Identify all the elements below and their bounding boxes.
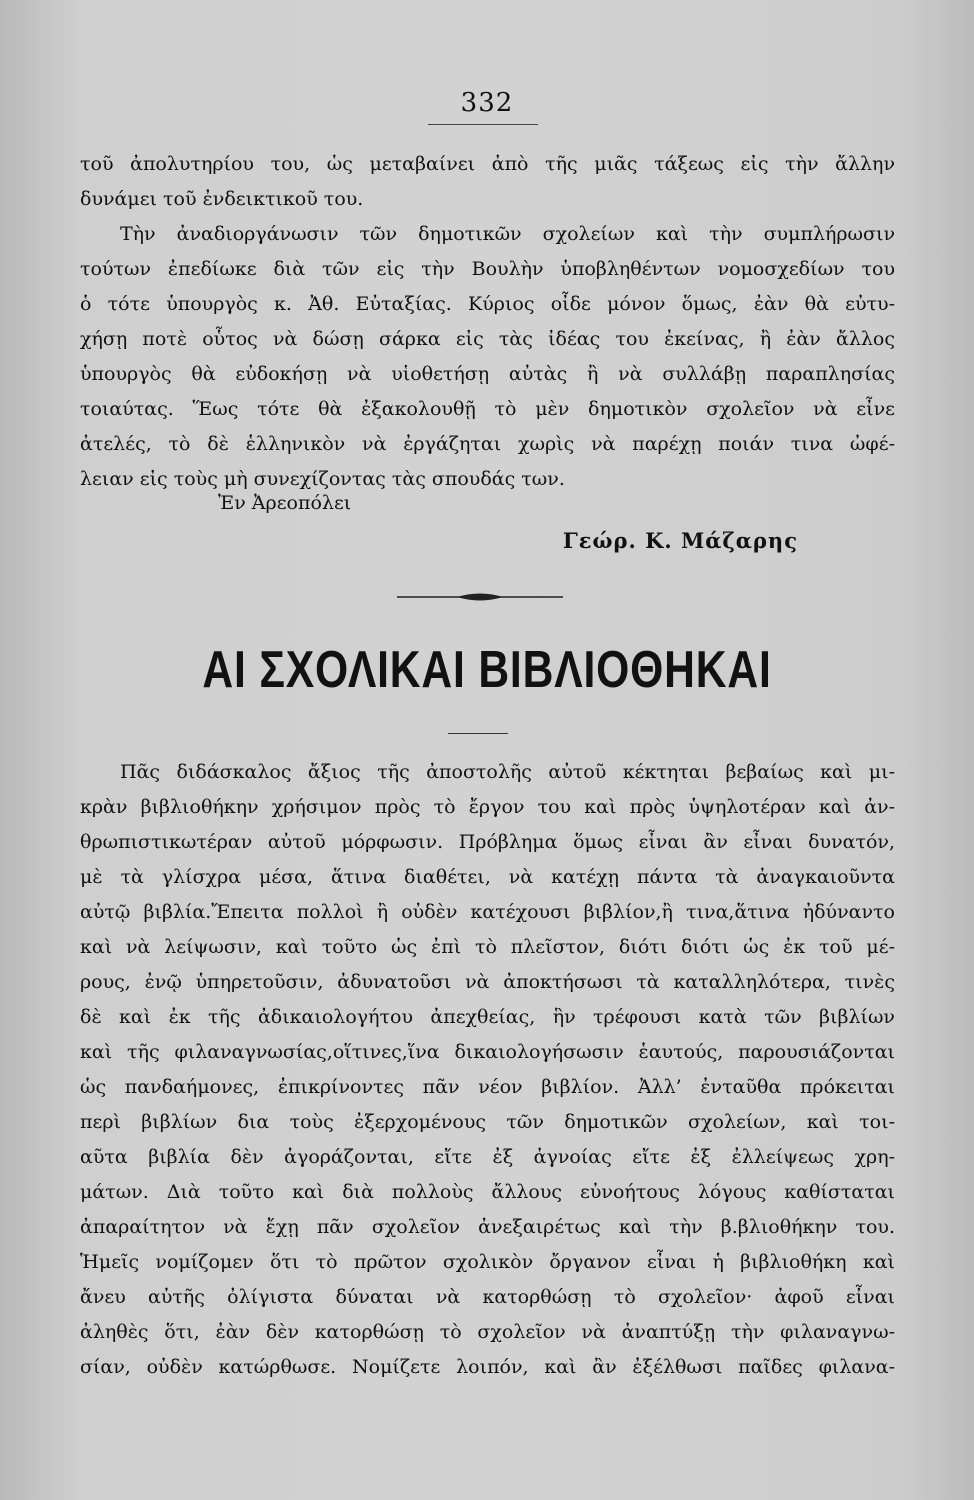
text-line: δὲ καὶ ἐκ τῆς ἀδικαιολογήτου ἀπεχθείας, ἣν τρέφουσι κατὰ τῶν βιβλίων <box>80 1006 895 1028</box>
text-line: τούτων ἐπεδίωκε διὰ τῶν εἰς τὴν Βουλὴν ὑποβληθέντων νομοσχεδίων του <box>80 258 895 280</box>
text-line: ρους, ἐνῷ ὑπηρετοῦσιν, ἀδυνατοῦσι νὰ ἀποκτήσωσι τὰ καταλληλότερα, τινὲς <box>80 971 895 993</box>
text-line: αῦτα βιβλία δὲν ἀγοράζονται, εἴτε ἐξ ἀγνοίας εἴτε ἐξ ἐλλείψεως χρη- <box>80 1146 895 1168</box>
text-line: καὶ τῆς φιλαναγνωσίας,οἵτινες,ἵνα δικαιολογήσωσιν ἑαυτούς, παρουσιάζονται <box>80 1041 895 1063</box>
text-line: τοῦ ἀπολυτηρίου του, ὡς μεταβαίνει ἀπὸ τῆς μιᾶς τάξεως εἰς τὴν ἄλλην <box>80 153 895 175</box>
page-number: 332 <box>460 88 514 118</box>
text-line: δυνάμει τοῦ ἐνδεικτικοῦ του. <box>80 188 364 210</box>
text-line: Πᾶς διδάσκαλος ἄξιος τῆς ἀποστολῆς αὐτοῦ κέκτηται βεβαίως καὶ μι- <box>120 761 895 783</box>
section-divider-ornament <box>395 590 565 604</box>
page-number-rule <box>428 124 538 125</box>
text-line: ἄνευ αὐτῆς ὀλίγιστα δύναται νὰ κατορθώσῃ τὸ σχολεῖον· ἀφοῦ εἶναι <box>80 1286 895 1308</box>
text-line: ἀληθὲς ὅτι, ἐὰν δὲν κατορθώσῃ τὸ σχολεῖον νὰ ἀναπτύξῃ τὴν φιλαναγνω- <box>80 1321 895 1343</box>
text-line: μὲ τὰ γλίσχρα μέσα, ἅτινα διαθέτει, νὰ κατέχῃ πάντα τὰ ἀναγκαιοῦντα <box>80 866 895 888</box>
text-line: τοιαύτας. Ἕως τότε θὰ ἐξακολουθῇ τὸ μὲν δημοτικὸν σχολεῖον νὰ εἶνε <box>80 398 895 420</box>
text-line: αὐτῷ βιβλία.Ἔπειτα πολλοὶ ἢ οὐδὲν κατέχουσι βιβλίον,ἢ τινα,ἅτινα ἠδύναντο <box>80 901 895 923</box>
text-line: μάτων. Διὰ τοῦτο καὶ διὰ πολλοὺς ἄλλους εὐνοήτους λόγους καθίσταται <box>80 1181 895 1203</box>
text-line: καὶ νὰ λείψωσιν, καὶ τοῦτο ὡς ἐπὶ τὸ πλεῖστον, διότι διότι ὡς ἐκ τοῦ μέ- <box>80 936 895 958</box>
text-line: θρωπιστικωτέραν αὐτοῦ μόρφωσιν. Πρόβλημα ὅμως εἶναι ἂν εἶναι δυνατόν, <box>80 831 895 853</box>
text-line: χήσῃ ποτὲ οὗτος νὰ δώσῃ σάρκα εἰς τὰς ἰδέας του ἐκείνας, ἢ ἐὰν ἄλλος <box>80 328 895 350</box>
article-title: ΑΙ ΣΧΟΛΙΚΑΙ ΒΙΒΛΙΟΘΗΚΑΙ <box>202 641 772 699</box>
title-rule <box>448 733 508 734</box>
text-line: σίαν, οὐδὲν κατώρθωσε. Νομίζετε λοιπόν, καὶ ἂν ἐξέλθωσι παῖδες φιλανα- <box>80 1356 895 1378</box>
text-line: κρὰν βιβλιοθήκην χρήσιμον πρὸς τὸ ἔργον του καὶ πρὸς ὑψηλοτέραν καὶ ἀν- <box>80 796 895 818</box>
author-signature: Γεώρ. Κ. Μάζαρης <box>562 528 798 553</box>
text-line: ἀπαραίτητον νὰ ἔχῃ πᾶν σχολεῖον ἀνεξαιρέτως καὶ τὴν β.βλιοθήκην του. <box>80 1216 895 1238</box>
text-line: περὶ βιβλίων δια τοὺς ἐξερχομένους τῶν δημοτικῶν σχολείων, καὶ τοι- <box>80 1111 895 1133</box>
article-body <box>80 758 895 1388</box>
text-line: Ἡμεῖς νομίζομεν ὅτι τὸ πρῶτον σχολικὸν ὄργανον εἶναι ἡ βιβλιοθήκη καὶ <box>80 1251 895 1273</box>
text-line: ὡς πανδαήμονες, ἐπικρίνοντες πᾶν νέον βιβλίον. Ἀλλ’ ἐνταῦθα πρόκειται <box>80 1076 895 1098</box>
place-of-writing: Ἐν Ἀρεοπόλει <box>218 492 352 514</box>
text-line: Τὴν ἀναδιοργάνωσιν τῶν δημοτικῶν σχολείων καὶ τὴν συμπλήρωσιν <box>120 223 895 245</box>
previous-article-ending <box>80 150 895 500</box>
text-line: ὑπουργὸς θὰ εὐδοκήσῃ νὰ υἱοθετήσῃ αὐτὰς ἢ νὰ συλλάβῃ παραπλησίας <box>80 363 895 385</box>
text-line: ἀτελές, τὸ δὲ ἑλληνικὸν νὰ ἐργάζηται χωρὶς νὰ παρέχῃ ποιάν τινα ὠφέ- <box>80 433 895 455</box>
text-line: ὁ τότε ὑπουργὸς κ. Ἀθ. Εὐταξίας. Κύριος οἶδε μόνον ὅμως, ἐὰν θὰ εὐτυ- <box>80 293 895 315</box>
text-line: λειαν εἰς τοὺς μὴ συνεχίζοντας τὰς σπουδάς των. <box>80 468 565 490</box>
